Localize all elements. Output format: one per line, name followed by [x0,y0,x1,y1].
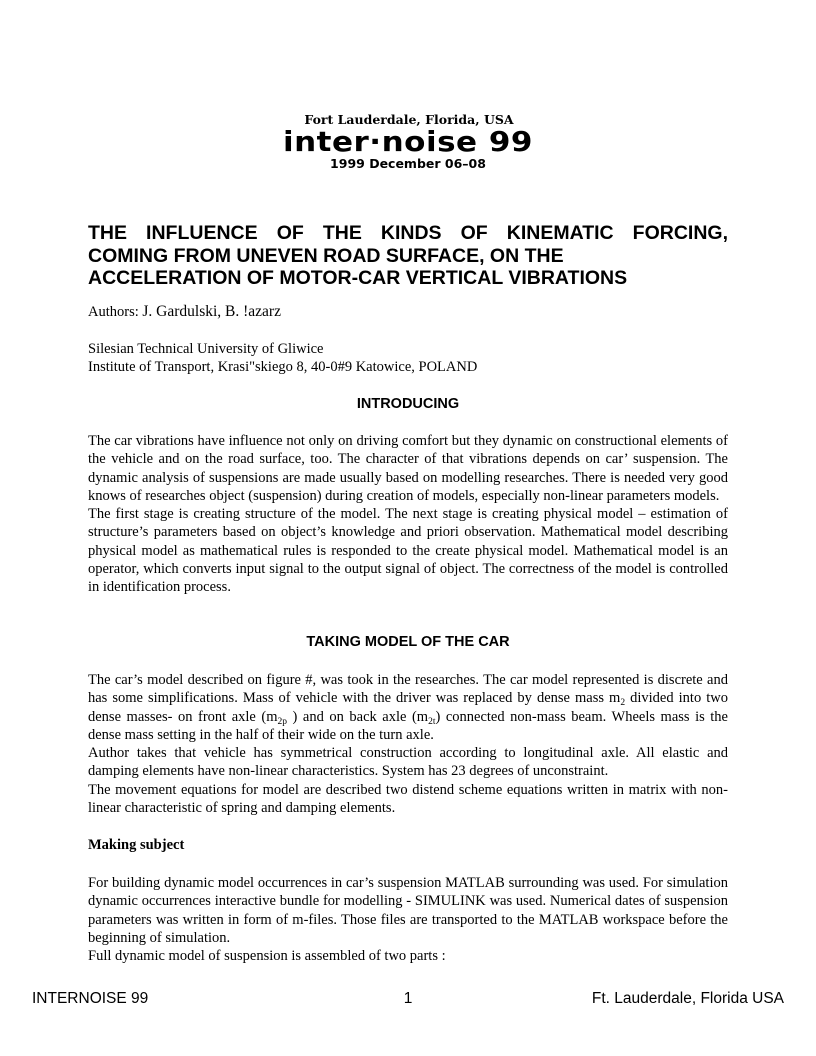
subscript: 2t [428,716,436,727]
paper-title [88,222,728,290]
section-heading-taking-model: TAKING MODEL OF THE CAR [306,634,510,650]
text-run: ) connected non-mass beam. Wheels mass is the dense mass setting in the half of their wide on the turn axle. [88,708,728,743]
subsection-heading-making-subject: Making subject [88,837,185,853]
text-run: ) and on back axle (m [287,708,429,725]
conference-dates: 1999 December 06–08 [330,156,486,171]
paragraph: Author takes that vehicle has symmetrical construction according to longitudinal axle. All elastic and damping elements have non-linear characteristics. System has 23 degrees of unconstraint. [88,745,728,780]
paragraph: The first stage is creating structure of the model. The next stage is creating physical model – estimation of structure’s parameters based on object’s knowledge and priori observation. Mathematical model describing physical model as mathematical rules is responded to the create physical model. Mathematical model is an operator, which converts input signal to the output signal of object. The correctness of the model is controlled in identification process. [88,506,728,596]
conference-header [0,112,816,171]
footer-location: Ft. Lauderdale, Florida USA [591,990,784,1007]
authors-label: Authors: [88,304,143,320]
authors-line [88,303,728,321]
paragraph: Full dynamic model of suspension is assembled of two parts : [88,948,446,965]
paragraph: For building dynamic model occurrences in car’s suspension MATLAB surrounding was used. For simulation dynamic occurrences interactive bundle for modelling - SIMULINK was used. Numerical dates of suspension parameters was written in form of m-files. Those files are transported to the MATLAB workspace before the beginning of simulation. [88,875,728,946]
subscript: 2 [620,698,626,709]
affiliation [88,340,728,377]
conference-location: Fort Lauderdale, Florida, USA [304,112,514,127]
section-heading-introducing: INTRODUCING [356,396,460,412]
footer-conference: INTERNOISE 99 [32,990,149,1007]
subscript: 2p [277,716,288,727]
section-body-making-subject [88,874,728,965]
text-run: The car’s model described on figure #, was took in the researches. The car model represented is discrete and has some simplifications. Mass of vehicle with the driver was replaced by dense mass m [88,672,728,707]
affiliation-institute: Institute of Transport, Krasi"skiego 8, 40-0#9 Katowice, POLAND [88,359,478,376]
title-line-2: COMING FROM UNEVEN ROAD SURFACE, ON THE [88,244,564,267]
affiliation-university: Silesian Technical University of Gliwice [88,341,324,357]
paragraph: The car vibrations have influence not only on driving comfort but they dynamic on constructional elements of the vehicle and on the road surface, too. The character of that vibrations depends on car’ suspension. The dynamic analysis of suspensions are made usually based on modelling researches. There is needed very good knows of researches object (suspension) during creation of models, especially non-linear parameters models. [88,433,728,504]
title-line-1: THE INFLUENCE OF THE KINDS OF KINEMATIC FORCING, [88,222,728,244]
section-body-taking-model [88,671,728,817]
paragraph: The movement equations for model are described two distend scheme equations written in matrix with non-linear characteristic of spring and damping elements. [88,781,728,817]
text-run: divided into two dense masses- on front axle (m [88,690,728,725]
footer-page-number: 1 [403,990,413,1007]
title-line-3: ACCELERATION OF MOTOR-CAR VERTICAL VIBRATIONS [88,267,628,289]
page-footer [32,990,784,1010]
section-body-introducing [88,432,728,597]
author-names: J. Gardulski, B. !azarz [142,303,281,320]
paragraph [88,671,728,744]
conference-logo: inter·noise 99 [282,125,533,159]
